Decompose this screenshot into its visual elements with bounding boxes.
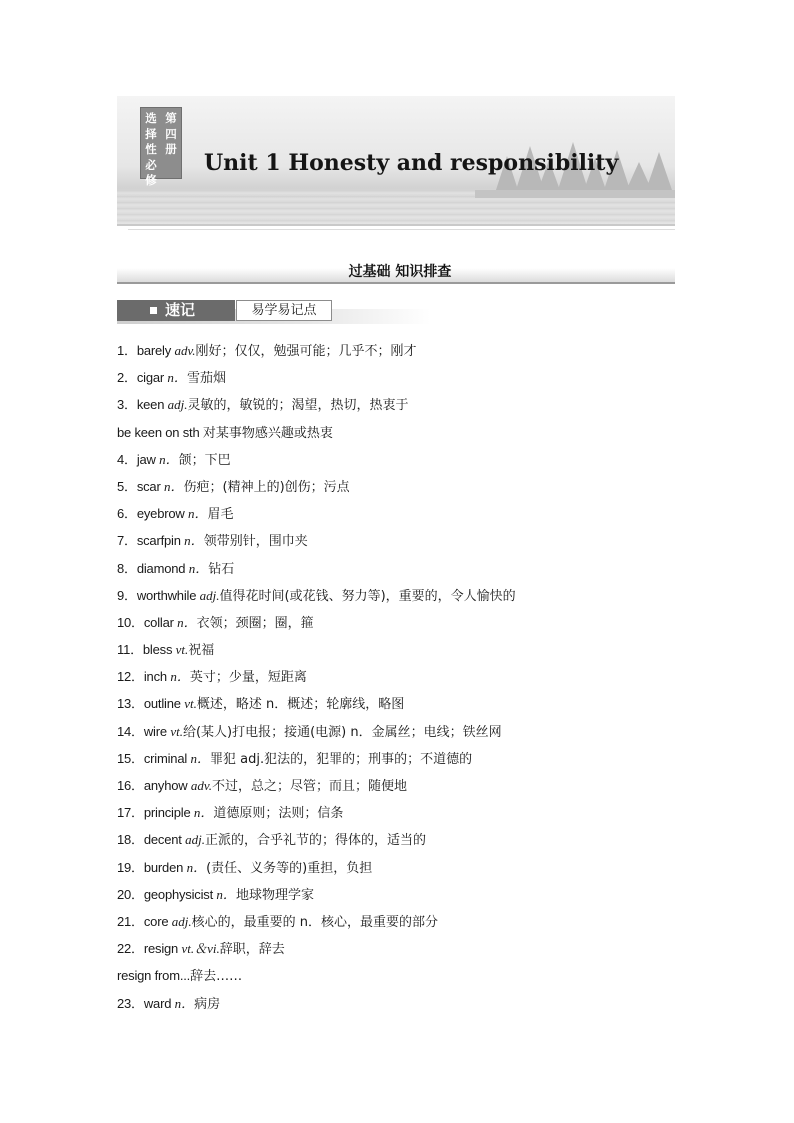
vocab-meaning: 伤疤；(精神上的)创伤；污点 [183,479,350,495]
vocab-meaning: 眉毛 [207,507,234,523]
badge-char: 择 [145,126,157,141]
vocab-word: resign from... [117,968,191,984]
vocab-meaning: 给(某人)打电报；接通(电源) n．金属丝；电线；铁丝网 [182,724,502,740]
vocab-item [117,530,697,557]
vocab-item [117,449,697,476]
vocab-item [117,829,697,856]
vocabulary-list [117,340,697,1020]
vocab-word: 10．collar [117,614,178,630]
vocab-item [117,639,697,666]
vocab-part-of-speech: n． [177,614,197,630]
vocab-part-of-speech: n． [216,886,236,902]
book-volume-badge [140,107,182,187]
vocab-item [117,775,697,802]
vocab-word: 2．cigar [117,370,168,386]
vocab-word: 1．barely [117,343,175,358]
vocab-word: 19．burden [117,859,187,875]
vocab-part-of-speech: n． [186,859,207,875]
vocab-meaning: 地球物理学家 [235,887,314,903]
badge-char: 第 [165,111,177,125]
vocab-item [117,612,697,639]
vocab-part-of-speech: n． [187,506,208,522]
vocab-part-of-speech: vt.＆vi. [181,941,220,957]
vocab-word: 8．diamond [117,560,189,576]
vocab-item [117,558,697,585]
vocab-item [117,857,697,884]
vocab-part-of-speech: vt. [184,696,197,712]
vocab-part-of-speech: n． [174,995,195,1011]
tag-label: 速记 [165,301,196,319]
vocab-word: 14．wire [117,723,171,739]
banner-divider-thin [128,229,675,230]
vocab-word: 4．jaw [117,451,160,467]
vocab-item [117,884,697,911]
vocab-part-of-speech: adv. [174,343,196,358]
vocab-meaning: 不过，总之；尽管；而且；随便地 [211,779,407,794]
vocab-meaning: 道德原则；法则；信条 [213,806,344,822]
badge-char: 选 [145,111,157,125]
vocab-meaning: 祝福 [188,643,215,659]
vocab-meaning: 英寸；少量，短距离 [189,670,307,686]
vocab-meaning: 病房 [194,996,221,1012]
vocab-item [117,394,697,421]
vocab-item [117,503,697,530]
vocab-meaning: 颌；下巴 [178,452,231,468]
badge-volume [162,111,180,158]
vocab-meaning: 钻石 [208,561,235,577]
vocab-meaning: 辞去…… [190,969,243,985]
vocab-item [117,965,697,992]
vocab-item [117,666,697,693]
vocab-meaning: 衣领；颈圈；圈，箍 [196,615,314,631]
vocab-word: 16．anyhow [117,778,191,793]
vocab-part-of-speech: n． [184,533,204,549]
vocab-meaning: 核心的，最重要的 n．核心，最重要的部分 [191,914,439,930]
vocab-part-of-speech: adv. [190,778,212,793]
vocab-item [117,340,697,367]
vocab-meaning: 领带别针，围巾夹 [203,534,308,550]
badge-char: 修 [145,173,157,187]
banner-divider [117,224,675,226]
vocab-word: 3．keen [117,397,168,413]
tag-subtitle: 易学易记点 [251,303,317,318]
vocab-item [117,938,697,965]
vocab-part-of-speech: adj. [171,913,192,929]
vocab-part-of-speech: n． [164,478,184,494]
badge-char: 册 [165,142,177,156]
vocab-meaning: (责任、义务等的)重担，负担 [206,860,373,876]
vocab-part-of-speech: adj. [185,832,205,848]
vocab-item [117,585,697,612]
badge-char: 必 [145,157,157,172]
vocab-word: 7．scarfpin [117,533,185,549]
vocab-part-of-speech: vt. [170,723,183,739]
vocab-item [117,802,697,829]
vocab-item [117,693,697,720]
vocab-item [117,422,697,449]
vocab-item [117,748,697,775]
vocab-item [117,367,697,394]
vocab-meaning: 罪犯 adj.犯法的，犯罪的；刑事的；不道德的 [209,751,473,767]
vocab-part-of-speech: adj. [199,587,220,603]
vocab-word: 11．bless [117,642,176,658]
vocab-word: 23．ward [117,995,175,1011]
vocab-word: 20．geophysicist [117,886,217,902]
vocab-meaning: 正派的，合乎礼节的；得体的，适当的 [204,833,426,849]
vocab-item [117,721,697,748]
vocab-word: 22．resign [117,941,182,957]
vocab-part-of-speech: n． [188,560,209,576]
vocab-word: 17．principle [117,805,194,821]
vocab-item [117,476,697,503]
badge-char: 四 [165,126,177,141]
vocab-part-of-speech: n． [170,669,190,685]
vocab-word: 9．worthwhile [117,587,200,603]
vocab-meaning: 雪茄烟 [186,371,226,387]
vocab-meaning: 辞职，辞去 [219,942,285,958]
vocab-word: 5．scar [117,478,165,494]
vocab-word: 6．eyebrow [117,506,188,522]
badge-char: 性 [145,142,157,156]
vocab-meaning: 对某事物感兴趣或热衷 [202,425,333,441]
badge-series [142,111,160,189]
vocab-meaning: 灵敏的，敏锐的；渴望，热切，热衷于 [187,398,409,414]
vocab-word: 15．criminal [117,750,191,766]
vocab-item [117,911,697,938]
vocab-meaning: 概述，略述 n．概述；轮廓线，略图 [196,697,405,713]
vocab-item [117,993,697,1020]
vocab-word: 12．inch [117,669,171,685]
square-bullet-icon [150,307,157,314]
unit-title: Unit 1 Honesty and responsibility [204,150,619,176]
vocab-part-of-speech: n． [159,451,179,467]
vocab-part-of-speech: n． [193,805,214,821]
vocab-part-of-speech: adj. [167,397,188,413]
vocab-word: 18．decent [117,832,186,848]
vocab-meaning: 刚好；仅仅，勉强可能；几乎不；刚才 [195,344,417,359]
vocab-part-of-speech: n． [190,750,210,766]
vocab-meaning: 值得花时间(或花钱、努力等)，重要的，令人愉快的 [219,588,516,604]
vocab-word: 13．outline [117,696,185,712]
vocab-part-of-speech: n． [167,370,187,386]
vocab-part-of-speech: vt. [175,642,189,658]
section-title: 过基础 知识排查 [348,264,452,280]
vocab-word: be keen on sth [117,424,203,440]
vocab-word: 21．core [117,913,172,929]
